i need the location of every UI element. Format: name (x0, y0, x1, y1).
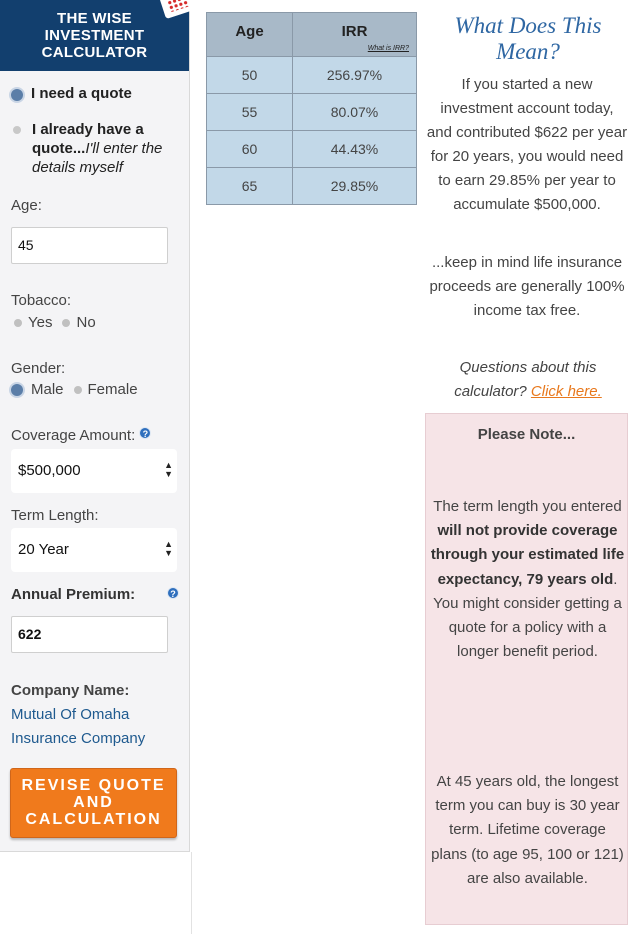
gender-female-radio[interactable] (74, 386, 82, 394)
questions-text (430, 356, 626, 404)
age-cell: 50 (207, 57, 293, 94)
table-row (207, 57, 417, 94)
note-paragraph-2: At 45 years old, the longest term you can buy is 30 year term. Lifetime coverage plans (to age 95, 100 or 121) are also available. (431, 773, 624, 887)
age-cell: 60 (207, 131, 293, 168)
company-name: Mutual Of Omaha Insurance Company (11, 706, 146, 747)
gender-label: Gender: (11, 360, 66, 377)
company-label: Company Name: (11, 682, 130, 699)
irr-cell: 44.43% (293, 131, 417, 168)
age-input[interactable]: 45 (11, 227, 168, 264)
radio-selected-icon[interactable] (11, 89, 23, 101)
select-arrows-icon: ▲ ▼ (164, 539, 173, 558)
coverage-label (11, 427, 151, 444)
note-text-bold: will not provide coverage through your estimated life expectancy, 79 years old (430, 522, 625, 588)
logo-line-1: THE WISE (57, 10, 132, 27)
irr-cell: 80.07% (293, 94, 417, 131)
gender-female-label: Female (87, 381, 138, 398)
note-title: Please Note... (477, 426, 576, 443)
gender-radios (11, 381, 138, 398)
note-box (425, 413, 628, 925)
table-row (207, 131, 417, 168)
what-is-irr-link[interactable]: What is IRR? (367, 45, 409, 52)
age-cell: 65 (207, 168, 293, 205)
quote-option-have-italic: I'll enter the details myself (32, 140, 163, 176)
logo-line-3: CALCULATOR (41, 44, 148, 61)
meaning-paragraph: If you started a new investment account today, and contributed $622 per year for 20 years, you would need to earn 29.85% per year to accumulate $500,000. (426, 76, 628, 213)
radio-icon[interactable] (13, 126, 21, 134)
table-row (207, 168, 417, 205)
premium-label (11, 586, 181, 603)
irr-cell: 256.97% (293, 57, 417, 94)
tobacco-yes-radio[interactable] (14, 319, 22, 327)
term-label: Term Length: (11, 507, 99, 524)
irr-table (206, 12, 417, 205)
premium-input[interactable]: 622 (11, 616, 168, 653)
quote-option-have-label (32, 120, 185, 177)
logo[interactable] (0, 0, 189, 71)
tobacco-yes-label: Yes (28, 314, 53, 331)
quote-option-have-bold: I already have a quote... (32, 121, 144, 157)
irr-header-text: IRR (341, 23, 368, 40)
tobacco-no-radio[interactable] (62, 319, 70, 327)
note-text-a: The term length you entered (433, 498, 622, 515)
click-here-link[interactable]: Click here. (530, 383, 602, 400)
note-paragraph-1 (430, 495, 625, 664)
tobacco-no-label: No (76, 314, 96, 331)
questions-label: Questions about this calculator? (454, 359, 597, 400)
age-label: Age: (11, 197, 42, 214)
sidebar (0, 0, 190, 852)
age-column-header (207, 13, 293, 57)
table-row (207, 94, 417, 131)
meaning-title: What Does This Mean? (454, 13, 602, 64)
quote-option-have[interactable] (13, 120, 185, 177)
term-select-value: 20 Year (18, 541, 69, 558)
quote-option-need-label: I need a quote (31, 85, 132, 102)
tax-free-paragraph: ...keep in mind life insurance proceeds are generally 100% income tax free. (429, 254, 625, 319)
irr-cell: 29.85% (293, 168, 417, 205)
help-icon[interactable]: ? (167, 587, 179, 599)
quote-option-need[interactable] (11, 85, 132, 102)
coverage-label-text: Coverage Amount: (11, 427, 136, 444)
help-icon[interactable]: ? (139, 427, 151, 439)
note-text-c: . You might consider getting a quote for a policy with a longer benefit period. (433, 570, 622, 661)
tobacco-label: Tobacco: (11, 292, 72, 309)
gender-male-radio[interactable] (11, 384, 23, 396)
divider (191, 852, 192, 934)
tobacco-radios (14, 314, 96, 331)
age-header-text: Age (235, 23, 264, 40)
select-arrows-icon: ▲ ▼ (164, 460, 173, 479)
term-select[interactable] (11, 528, 177, 572)
revise-quote-button[interactable]: REVISE QUOTE AND CALCULATION (10, 768, 177, 838)
table-header-row (207, 13, 417, 57)
age-cell: 55 (207, 94, 293, 131)
coverage-select[interactable] (11, 449, 177, 493)
irr-column-header (293, 13, 417, 57)
gender-male-label: Male (31, 381, 64, 398)
coverage-select-value: $500,000 (18, 462, 81, 479)
premium-label-text: Annual Premium: (11, 586, 136, 603)
logo-line-2: INVESTMENT (44, 27, 145, 44)
